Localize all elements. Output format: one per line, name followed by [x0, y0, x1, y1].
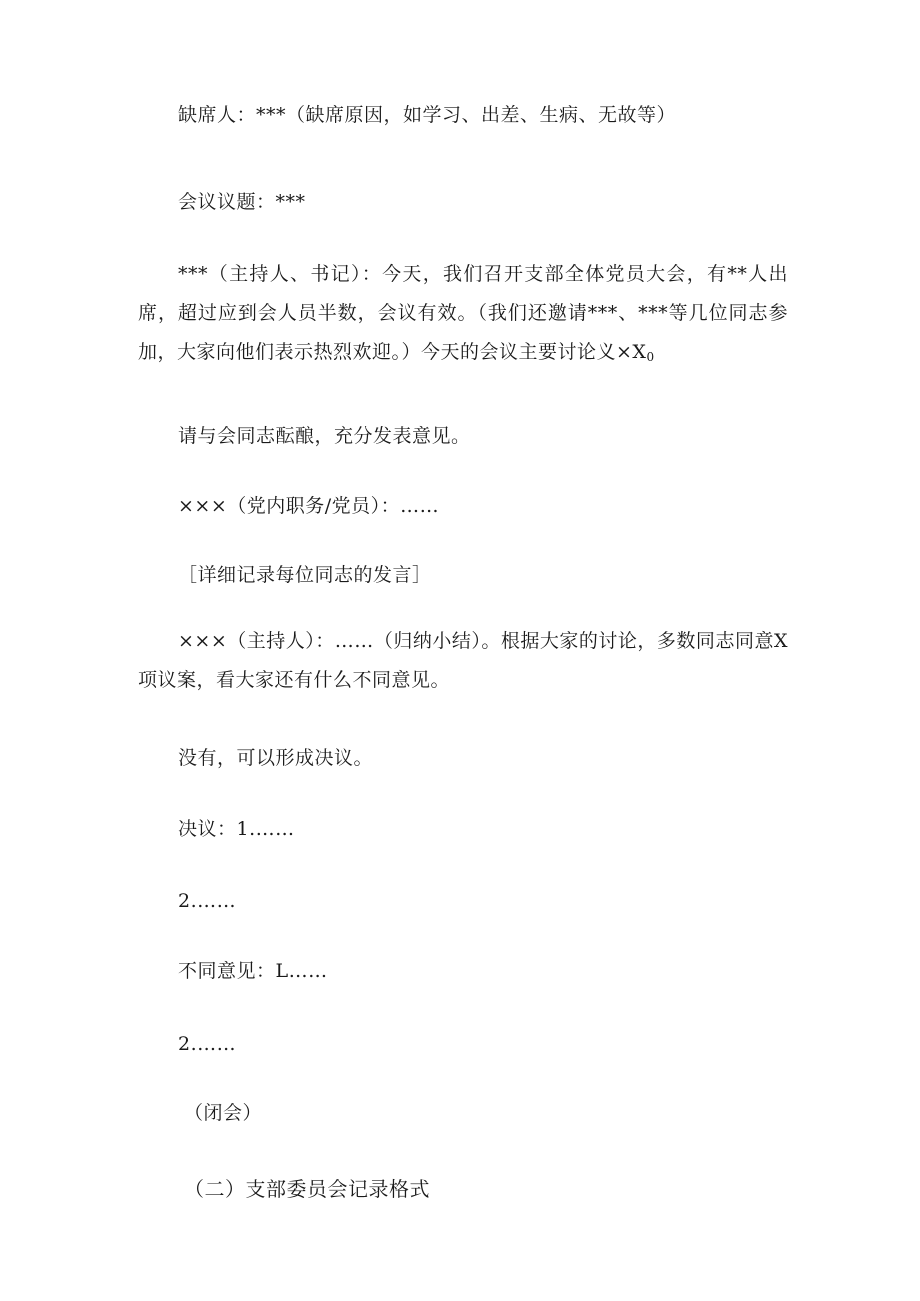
no-objection-line: 没有，可以形成决议。	[178, 747, 374, 769]
speaker-line: ×××（党内职务/党员）：……	[178, 495, 440, 517]
host-opening-paragraph	[138, 255, 788, 377]
section-heading: （二）支部委员会记录格式	[184, 1177, 430, 1201]
host-opening-subscript: 0	[646, 350, 655, 364]
closing-line: （闭会）	[184, 1102, 263, 1124]
record-note-line: ［详细记录每位同志的发言］	[178, 564, 432, 586]
invite-deliberation-line: 请与会同志酝酿，充分发表意见。	[178, 425, 471, 447]
agenda-line: 会议议题：***	[178, 191, 306, 213]
host-opening-text: ***（主持人、书记）：今天，我们召开支部全体党员大会，有**人出席，超过应到会人员半数，会议有效。（我们还邀请***、***等几位同志参加，大家向他们表示热烈欢迎。）今天的会议主要讨论义×X	[138, 263, 788, 363]
absentees-line: 缺席人：***（缺席原因，如学习、出差、生病、无故等）	[178, 104, 677, 126]
dissent-item-1: 不同意见：L……	[178, 960, 328, 982]
resolution-item-1: 决议：1.……	[178, 818, 295, 840]
resolution-item-2: 2.……	[178, 890, 237, 912]
dissent-item-2: 2.……	[178, 1033, 237, 1055]
host-summary-paragraph: ×××（主持人）：……（归纳小结）。根据大家的讨论，多数同志同意X项议案，看大家还有什么不同意见。	[138, 630, 788, 691]
